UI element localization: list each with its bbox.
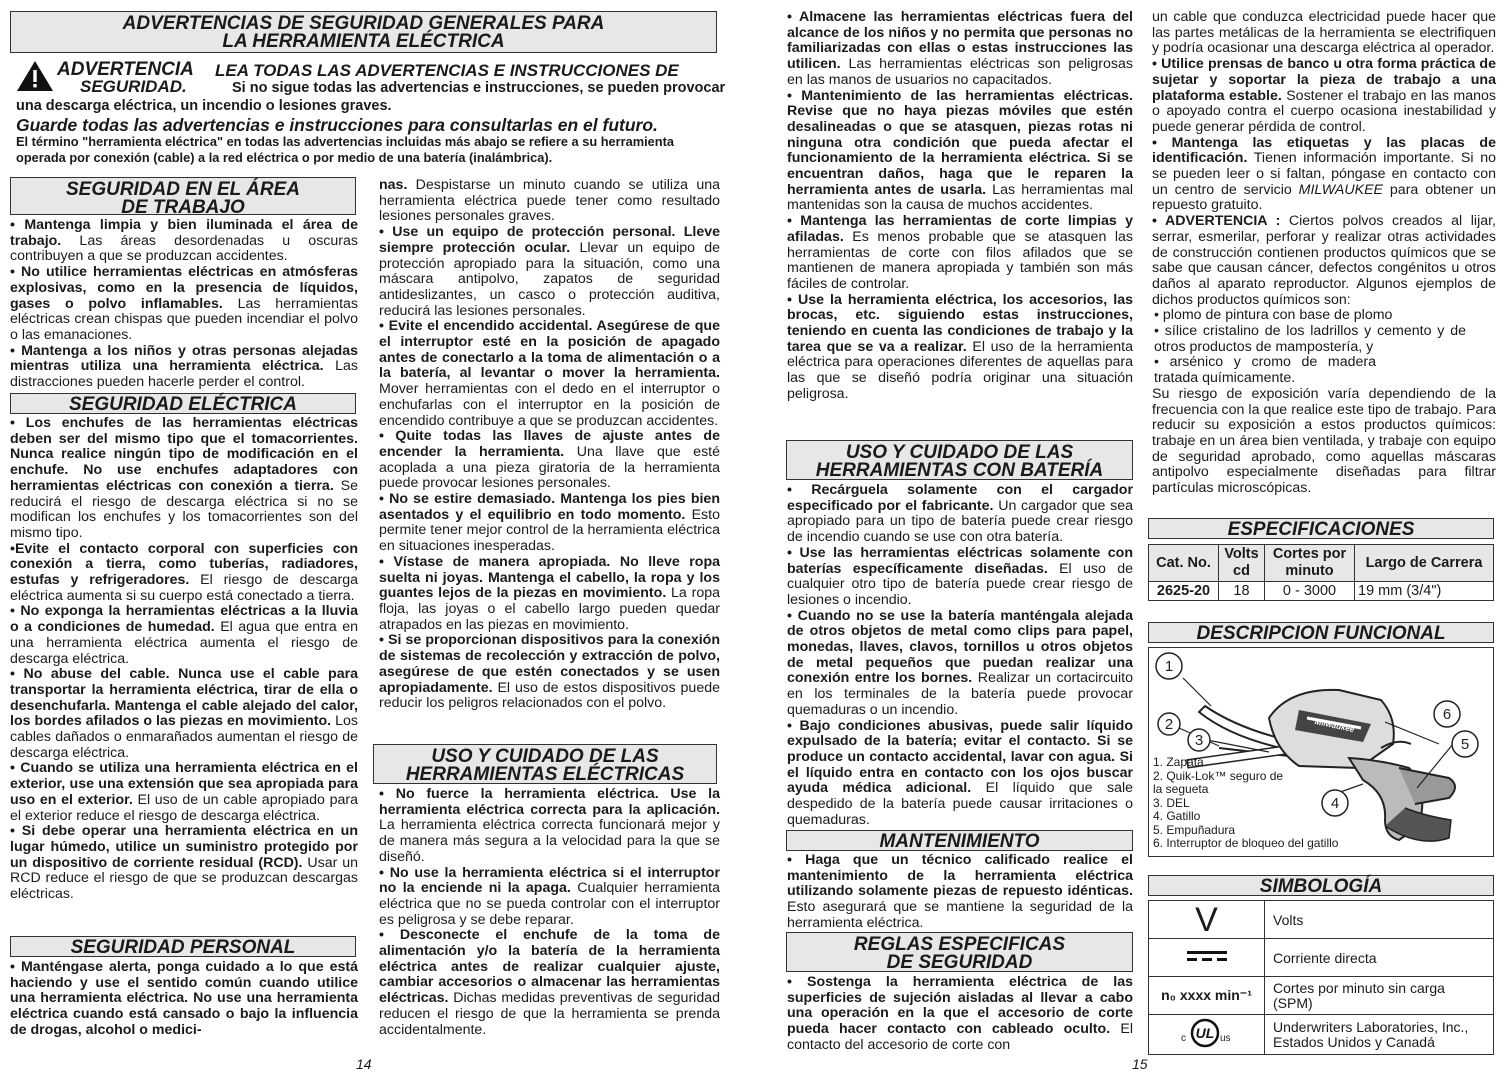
column-3-bateria: • Recárguela solamente con el cargador especificado por el fabricante. Un cargador que sea apropiado para un tipo de batería puede crear riesgo de incendio cuando se use con otra batería. • Use las herramientas eléctricas solamente con baterías específicamente diseñadas. El uso de cualquier otro tipo de batería puede crear riesgo de lesiones o incendio. • Cuando no se use la batería manténgala alejada de otros objetos de metal como clips para papel, monedas, llaves, clavos, tornillos u otros objetos de metal pequeños que puedan realizar una conexión entre los bornes. Realizar un cortacircuito en los terminales de la batería puede provocar quemaduras o un incendio. • Bajo condiciones abusivas, puede salir líquido expulsado de la batería; evitar el contacto. Si se produce un contacto accidental, lavar con agua. Si el líquido entra en contacto con los ojos buscar ayuda médica adicional. El líquido que sale despedido de la batería puede causar irritaciones o quemaduras. [787, 482, 1134, 828]
main-title-text: ADVERTENCIAS DE SEGURIDAD GENERALES PARA LA HERRAMIENTA ELÉCTRICA [122, 13, 605, 52]
section-reglas: REGLAS ESPECIFICAS DE SEGURIDAD [786, 932, 1133, 972]
warning-header [10, 58, 760, 118]
symbol-row-volts [1149, 901, 1494, 939]
callout-6-label: 6 [1442, 706, 1452, 723]
spec-largo: 19 mm (3/4") [1355, 582, 1494, 601]
symbol-spm-text: Cortes por minuto sin carga (SPM) [1265, 977, 1494, 1015]
symbol-row-spm [1149, 977, 1494, 1015]
symbol-row-dc [1149, 939, 1494, 977]
volts-icon-cell [1149, 901, 1265, 939]
spec-data-row [1149, 582, 1494, 601]
section-uso-cuidado: USO Y CUIDADO DE LAS HERRAMIENTAS ELÉCTRICAS [373, 744, 717, 784]
symbol-ul-text: Underwriters Laboratories, Inc., Estados Unidos y Canadá [1265, 1015, 1494, 1055]
page-number-right: 15 [1132, 1056, 1148, 1072]
warning-triangle-icon [16, 60, 54, 92]
callout-5-label: 5 [1460, 736, 1470, 753]
spec-table [1148, 544, 1494, 601]
desc-item-list [1153, 756, 1338, 851]
ul-c-text: c [1180, 1033, 1186, 1044]
section-simbologia: SIMBOLOGÍA [1148, 875, 1494, 896]
ul-icon-cell [1149, 1015, 1265, 1055]
warning-line2: Si no sigue todas las advertencias e instrucciones, se pueden provocar [232, 80, 726, 96]
desc-item: 3. DEL [1153, 795, 1190, 810]
column-1-text: • Mantenga limpia y bien iluminada el área de trabajo. Las áreas desordenadas u oscuras contribuyen a que se produzcan accidentes. • No utilice herramientas eléctricas en atmósferas explosivas, como en la presencia de líquidos, gases o polvo inflamables. Las herramientas eléctricas crean chispas que pueden incendiar el polvo o las emanaciones. • Mantenga a los niños y otras personas alejadas mientras utiliza una herramienta eléctrica. Las distracciones pueden hacerle perder el control. [10, 217, 358, 391]
section-area-trabajo: SEGURIDAD EN EL ÁREA DE TRABAJO [10, 177, 356, 215]
warning-sub: SEGURIDAD. [80, 77, 187, 96]
column-2-uso: • No fuerce la herramienta eléctrica. Use la herramienta eléctrica correcta para la aplicación. La herramienta eléctrica correcta funcionará mejor y de manera más segura a la velocidad para la que se diseñó. • No use la herramienta eléctrica si el interruptor no la enciende ni la apaga. Cualquier herramienta eléctrica que no se pueda controlar con el interruptor es peligrosa y se debe reparar. • Desconecte el enchufe de la toma de alimentación y/o la batería de la herramienta eléctrica antes de realizar cualquier ajuste, cambiar accesorios o almacenar las herramientas eléctricas. Dichas medidas preventivas de seguridad reducen el riesgo de que la herramienta se prenda accidentalmente. [379, 786, 720, 1038]
guarde-text: Guarde todas las advertencias e instrucciones para consultarlas en el futuro. [16, 115, 658, 135]
callout-3-label: 3 [1194, 732, 1204, 749]
column-4-text: un cable que conduzca electricidad puede hacer que las partes metálicas de la herramienta se electrifiquen y podría ocasionar una descarga eléctrica al operador. • Utilice prensas de banco u otra forma práctica de sujetar y soportar la pieza de trabajo a una plataforma estable. Sostener el trabajo en las manos o apoyado contra el cuerpo ocasiona inestabilidad y puede generar pérdida de control. • Mantenga las etiquetas y las placas de identificación. Tienen información importante. Si no se pueden leer o si faltan, póngase en contacto con un centro de servicio MILWAUKEE para obtener un repuesto gratuito. • ADVERTENCIA : Ciertos polvos creados al lijar, serrar, esmerilar, perforar y realizar otras actividades de construcción contienen productos químicos que se sabe que causan cáncer, defectos congénitos u otros daños al aparato reproductor. Algunos ejemplos de dichos productos químicos son: • plomo de pintura con base de plomo • sílice cristalino de los ladrillos y cemento y de otros productos de mampostería, y • arsénico y cromo de madera tratada químicamente. Su riesgo de exposición varía dependiendo de la frecuencia con la que realice este tipo de trabajo. Para reducir su exposición a estos productos químicos: trabaje en un área bien ventilada, y trabaje con equipo de seguridad aprobado, como aquellas máscaras antipolvo especialmente diseñadas para filtrar partículas microscópicas. [1152, 9, 1497, 497]
main-title [10, 11, 717, 53]
column-1-personal: • Manténgase alerta, ponga cuidado a lo que está haciendo y use el sentido común cuando utilice una herramienta eléctrica. No use una herramienta eléctrica cuando está cansado o bajo la influencia de drogas, alcohol o medici- [10, 959, 358, 1038]
desc-item: 6. Interruptor de bloqueo del gatillo [1153, 836, 1339, 850]
column-3-text: • Almacene las herramientas eléctricas fuera del alcance de los niños y no permita que personas no familiarizadas con ellas o estas instrucciones las utilicen. Las herramientas eléctricas son peligrosas en las manos de usuarios no capacitados. • Mantenimiento de las herramientas eléctricas. Revise que no haya piezas móviles que estén desalineadas o que se atasquen, piezas rotas ni ninguna otra condición que pueda afectar el funcionamiento de la herramienta eléctrica. Si se encuentran daños, haga que le reparen la herramienta antes de usarla. Las herramientas mal mantenidas son la causa de muchos accidentes. • Mantenga las herramientas de corte limpias y afiladas. Es menos probable que se atasquen las herramientas de corte con filos afilados que se mantienen de manera apropiada y también son más fáciles de controlar. • Use la herramienta eléctrica, los accesorios, las brocas, etc. siguiendo estas instrucciones, teniendo en cuenta las condiciones de trabajo y la tarea que se va a realizar. El uso de la herramienta eléctrica para operaciones diferentes de aquellas para las que se diseñó podría originar una situación peligrosa. [787, 9, 1134, 402]
volts-icon: V [1195, 900, 1218, 939]
termino-text: El término "herramienta eléctrica" en todas las advertencias incluidas más abajo se refiere a su herramienta operada por conexión (cable) a la red eléctrica o por medio de una batería (inalámbrica). [16, 134, 674, 165]
desc-item: 2. Quik-Lok™ seguro de la segueta [1153, 768, 1284, 796]
spec-header-cortes: Cortes por minuto [1265, 545, 1355, 582]
desc-item: 1. Zapata [1153, 755, 1204, 769]
spec-header-cat: Cat. No. [1149, 545, 1219, 582]
desc-item: 5. Empuñadura [1153, 822, 1236, 837]
warning-line3: una descarga eléctrica, un incendio o lesiones graves. [16, 98, 392, 114]
spec-header-volts: Volts cd [1219, 545, 1265, 582]
callout-1-label: 1 [1164, 658, 1174, 675]
ul-us-text: us [1219, 1033, 1231, 1044]
ul-mark-text: UL [1195, 1025, 1214, 1041]
column-3-reglas: • Sostenga la herramienta eléctrica de las superficies de sujeción aisladas al llevar a cabo una operación en la que el accesorio de corte pueda hacer contacto con cableado oculto. El contacto del accesorio de corte con [787, 974, 1133, 1053]
page-number-left: 14 [356, 1056, 372, 1072]
direct-current-icon [1185, 948, 1229, 964]
dc-icon-cell [1149, 939, 1265, 977]
tool-diagram [1148, 647, 1494, 857]
spec-header-largo: Largo de Carrera [1355, 545, 1494, 582]
symbol-row-ul [1149, 1015, 1494, 1055]
callout-4-label: 4 [1330, 795, 1340, 812]
symbol-table [1148, 900, 1494, 1055]
callout-2-label: 2 [1164, 716, 1174, 733]
spec-volts: 18 [1219, 582, 1265, 601]
column-3-mantenimiento: • Haga que un técnico calificado realice el mantenimiento de la herramienta eléctrica utilizando solamente piezas de repuesto idénticas. Esto asegurará que se mantiene la seguridad de la herramienta eléctrica. [787, 852, 1133, 931]
section-especificaciones: ESPECIFICACIONES [1148, 518, 1494, 539]
symbol-dc-text: Corriente directa [1265, 939, 1494, 977]
section-seguridad-personal: SEGURIDAD PERSONAL [10, 936, 356, 957]
ul-listing-icon [1175, 1017, 1239, 1049]
tool-brand-text: Milwaukee [1314, 716, 1356, 735]
section-descripcion: DESCRIPCION FUNCIONAL [1148, 622, 1494, 643]
section-bateria: USO Y CUIDADO DE LAS HERRAMIENTAS CON BATERÍA [786, 440, 1133, 480]
column-1-electrica: • Los enchufes de las herramientas eléctricas deben ser del mismo tipo que el tomacorrientes. Nunca realice ningún tipo de modificación en el enchufe. No use enchufes adaptadores con herramientas eléctricas con conexión a tierra. Se reducirá el riesgo de descarga eléctrica si no se modifican los enchufes y los tomacorrientes son del mismo tipo. •Evite el contacto corporal con superficies con conexión a tierra, como tuberías, radiadores, estufas y refrigeradores. El riesgo de descarga eléctrica aumenta si su cuerpo está conectado a tierra. • No exponga la herramientas eléctricas a la lluvia o a condiciones de humedad. El agua que entra en una herramienta eléctrica aumenta el riesgo de descarga eléctrica. • No abuse del cable. Nunca use el cable para transportar la herramienta eléctrica, tirar de ella o desenchufarla. Mantenga el cable alejado del calor, los bordes afilados o las piezas en movimiento. Los cables dañados o enmarañados aumentan el riesgo de descarga eléctrica. • Cuando se utiliza una herramienta eléctrica en el exterior, use una extensión que sea apropiada para uso en el exterior. El uso de un cable apropiado para el exterior reduce el riesgo de descarga eléctrica. • Si debe operar una herramienta eléctrica en un lugar húmedo, utilice un suministro protegido por un dispositivo de corriente residual (RCD). Usar un RCD reduce el riesgo de que se produzcan descargas eléctricas. [10, 415, 359, 903]
section-seguridad-electrica: SEGURIDAD ELÉCTRICA [10, 393, 356, 414]
spec-header-row [1149, 545, 1494, 582]
spm-icon: n₀ xxxx min⁻¹ [1149, 977, 1265, 1015]
warning-head: LEA TODAS LAS ADVERTENCIAS E INSTRUCCIONES DE [215, 61, 679, 80]
symbol-volts-text: Volts [1265, 901, 1494, 939]
spec-cortes: 0 - 3000 [1265, 582, 1355, 601]
spec-cat: 2625-20 [1149, 582, 1219, 601]
desc-item: 4. Gatillo [1153, 809, 1201, 823]
section-mantenimiento: MANTENIMIENTO [786, 830, 1133, 851]
column-2-text: nas. Despistarse un minuto cuando se utiliza una herramienta eléctrica puede tener como resultado lesiones personales graves. • Use un equipo de protección personal. Lleve siempre protección ocular. Llevar un equipo de protección apropiado para la situación, como una máscara antipolvo, zapatos de seguridad antideslizantes, un casco o protección auditiva, reducirá las lesiones personales. • Evite el encendido accidental. Asegúrese de que el interruptor esté en la posición de apagado antes de conectarlo a la toma de alimentación o a la batería, al levantar o mover la herramienta. Mover herramientas con el dedo en el interruptor o enchufarlas con el interruptor en la posición de encendido contribuye a que se produzcan accidentes. • Quite todas las llaves de ajuste antes de encender la herramienta. Una llave que esté acoplada a una pieza giratoria de la herramienta puede provocar lesiones personales. • No se estire demasiado. Mantenga los pies bien asentados y el equilibrio en todo momento. Esto permite tener mejor control de la herramienta eléctrica en situaciones inesperadas. • Vístase de manera apropiada. No lleve ropa suelta ni joyas. Mantenga el cabello, la ropa y los guantes lejos de la piezas en movimiento. La ropa floja, las joyas o el cabello largo pueden quedar atrapados en las piezas en movimiento. • Si se proporcionan dispositivos para la conexión de sistemas de recolección y extracción de polvo, asegúrese de que estén conectados y se usen apropiadamente. El uso de estos dispositivos puede reducir los peligros relacionados con el polvo. [379, 177, 721, 712]
warning-label: ADVERTENCIA [57, 59, 194, 80]
